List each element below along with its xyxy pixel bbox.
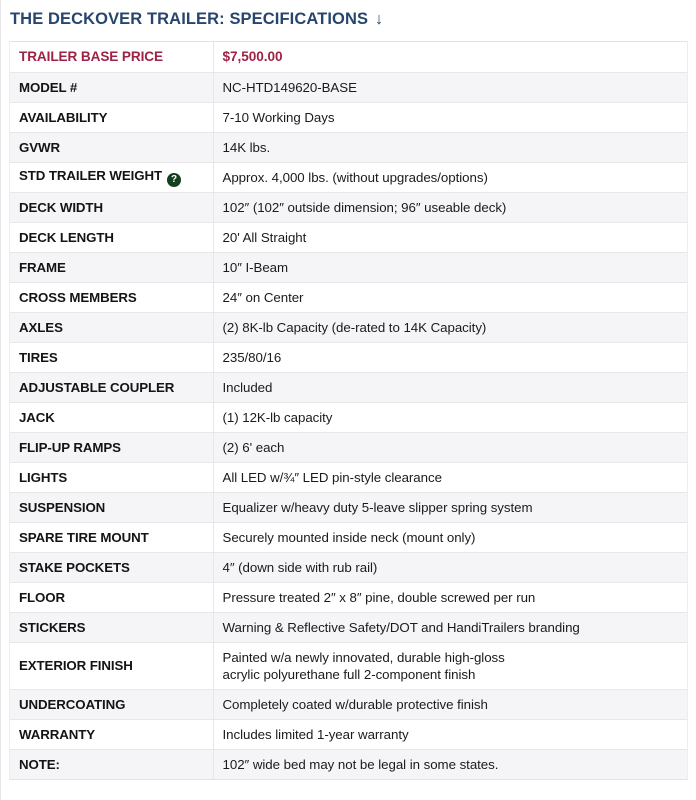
- spec-value-text: All LED w/¾″ LED pin-style clearance: [222, 469, 442, 485]
- spec-label-text: TIRES: [19, 349, 58, 365]
- spec-label-text: TRAILER BASE PRICE: [19, 49, 163, 65]
- spec-label-text: DECK WIDTH: [19, 199, 103, 215]
- table-row: [10, 402, 687, 432]
- spec-value-text: Securely mounted inside neck (mount only): [222, 529, 476, 545]
- section-header: [1, 0, 696, 41]
- table-row: [10, 462, 687, 492]
- spec-label-text: SUSPENSION: [19, 499, 106, 515]
- table-row: [10, 552, 687, 582]
- spec-label-text: JACK: [19, 409, 55, 425]
- spec-value-text: (2) 8K-lb Capacity (de-rated to 14K Capacity): [222, 319, 487, 335]
- spec-value-text: (1) 12K-lb capacity: [222, 409, 333, 425]
- spec-value-text: 102″ (102″ outside dimension; 96″ useable deck): [222, 199, 507, 215]
- spec-label-text: STICKERS: [19, 619, 86, 635]
- spec-value-text: Pressure treated 2″ x 8″ pine, double screwed per run: [222, 589, 536, 605]
- spec-label-cell: [10, 749, 213, 779]
- spec-label-cell: [10, 312, 213, 342]
- spec-value-cell: [213, 282, 687, 312]
- spec-value-text: 20' All Straight: [222, 229, 307, 245]
- spec-value-text: 24″ on Center: [222, 289, 304, 305]
- spec-value-cell: [213, 102, 687, 132]
- spec-value-text: Included: [222, 379, 273, 395]
- spec-value-cell: [213, 462, 687, 492]
- spec-label-text: MODEL #: [19, 79, 78, 95]
- spec-label-text: STAKE POCKETS: [19, 559, 130, 575]
- spec-label-text: GVWR: [19, 139, 60, 155]
- spec-label-cell: [10, 342, 213, 372]
- spec-label-cell: [10, 642, 213, 689]
- table-row: [10, 132, 687, 162]
- spec-value-text: Painted w/a newly innovated, durable high-gloss: [222, 649, 505, 665]
- specifications-table: [10, 42, 687, 779]
- spec-label-cell: [10, 402, 213, 432]
- spec-label-cell: [10, 42, 213, 72]
- spec-label-cell: [10, 552, 213, 582]
- table-row: [10, 719, 687, 749]
- spec-label-cell: [10, 432, 213, 462]
- spec-label-text: UNDERCOATING: [19, 696, 126, 712]
- spec-value-cell: [213, 642, 687, 689]
- spec-value-cell: [213, 689, 687, 719]
- table-row: [10, 689, 687, 719]
- spec-label-cell: [10, 719, 213, 749]
- table-row: [10, 222, 687, 252]
- spec-value-cell: [213, 222, 687, 252]
- spec-label-text: AXLES: [19, 319, 63, 335]
- table-row: [10, 642, 687, 689]
- spec-label-cell: [10, 102, 213, 132]
- spec-value-text: 102″ wide bed may not be legal in some states.: [222, 756, 499, 772]
- table-row: [10, 432, 687, 462]
- table-row: [10, 749, 687, 779]
- spec-label-cell: [10, 132, 213, 162]
- spec-value-text: NC-HTD149620-BASE: [222, 79, 357, 95]
- spec-label-cell: [10, 72, 213, 102]
- spec-value-cell: [213, 402, 687, 432]
- spec-value-text: 10″ I-Beam: [222, 259, 289, 275]
- table-row: [10, 342, 687, 372]
- spec-label-cell: [10, 522, 213, 552]
- spec-value-text: Warning & Reflective Safety/DOT and HandiTrailers branding: [222, 619, 580, 635]
- spec-value-text-line2: acrylic polyurethane full 2-component finish: [222, 666, 476, 682]
- spec-value-cell: [213, 372, 687, 402]
- table-row: [10, 42, 687, 72]
- spec-value-cell: [213, 42, 687, 72]
- table-row: [10, 492, 687, 522]
- spec-value-cell: [213, 342, 687, 372]
- spec-label-text: STD TRAILER WEIGHT: [19, 167, 162, 183]
- spec-label-text: WARRANTY: [19, 726, 96, 742]
- spec-value-text: 4″ (down side with rub rail): [222, 559, 378, 575]
- spec-label-cell: [10, 252, 213, 282]
- spec-value-cell: [213, 612, 687, 642]
- table-row: [10, 192, 687, 222]
- table-row: [10, 372, 687, 402]
- spec-value-text: Equalizer w/heavy duty 5-leave slipper spring system: [222, 499, 533, 515]
- page-title: THE DECKOVER TRAILER: SPECIFICATIONS: [10, 10, 369, 28]
- table-row: [10, 312, 687, 342]
- spec-value-cell: [213, 132, 687, 162]
- table-row: [10, 162, 687, 192]
- table-row: [10, 72, 687, 102]
- spec-label-text: ADJUSTABLE COUPLER: [19, 379, 175, 395]
- spec-label-cell: [10, 462, 213, 492]
- spec-value-text: $7,500.00: [222, 49, 283, 65]
- spec-label-cell: [10, 689, 213, 719]
- specifications-table-body: [10, 42, 687, 779]
- spec-value-text: 14K lbs.: [222, 139, 271, 155]
- spec-value-text: Includes limited 1-year warranty: [222, 726, 409, 742]
- spec-value-cell: [213, 492, 687, 522]
- spec-value-cell: [213, 72, 687, 102]
- spec-value-cell: [213, 749, 687, 779]
- spec-value-cell: [213, 192, 687, 222]
- spec-label-text: LIGHTS: [19, 469, 68, 485]
- spec-label-text: FRAME: [19, 259, 66, 275]
- spec-label-cell: [10, 222, 213, 252]
- chevron-down-icon[interactable]: ↓: [375, 11, 384, 28]
- spec-label-cell: [10, 612, 213, 642]
- table-row: [10, 102, 687, 132]
- spec-label-text: SPARE TIRE MOUNT: [19, 529, 149, 545]
- spec-value-cell: [213, 552, 687, 582]
- table-row: [10, 612, 687, 642]
- spec-label-cell: [10, 582, 213, 612]
- help-icon[interactable]: ?: [167, 173, 181, 187]
- spec-value-cell: [213, 522, 687, 552]
- spec-label-cell: [10, 372, 213, 402]
- spec-value-text: Approx. 4,000 lbs. (without upgrades/options): [222, 169, 488, 185]
- spec-value-cell: [213, 719, 687, 749]
- spec-value-cell: [213, 312, 687, 342]
- table-row: [10, 252, 687, 282]
- spec-label-text: FLOOR: [19, 589, 66, 605]
- specifications-table-wrapper: [9, 41, 688, 780]
- table-row: [10, 522, 687, 552]
- spec-label-cell: [10, 492, 213, 522]
- spec-label-text: AVAILABILITY: [19, 109, 108, 125]
- spec-value-cell: [213, 582, 687, 612]
- spec-label-text: NOTE:: [19, 756, 60, 772]
- spec-value-cell: [213, 162, 687, 192]
- spec-value-cell: [213, 432, 687, 462]
- spec-value-cell: [213, 252, 687, 282]
- spec-value-text: 235/80/16: [222, 349, 282, 365]
- spec-label-text: EXTERIOR FINISH: [19, 658, 133, 673]
- spec-label-text: FLIP-UP RAMPS: [19, 439, 121, 455]
- table-row: [10, 582, 687, 612]
- spec-label-text: DECK LENGTH: [19, 229, 114, 245]
- spec-label-cell: [10, 282, 213, 312]
- table-row: [10, 282, 687, 312]
- spec-value-text: 7-10 Working Days: [222, 109, 335, 125]
- spec-label-cell: [10, 192, 213, 222]
- spec-label-cell: [10, 162, 213, 192]
- spec-value-text: (2) 6' each: [222, 439, 285, 455]
- spec-value-text: Completely coated w/durable protective finish: [222, 696, 488, 712]
- spec-label-text: CROSS MEMBERS: [19, 289, 137, 305]
